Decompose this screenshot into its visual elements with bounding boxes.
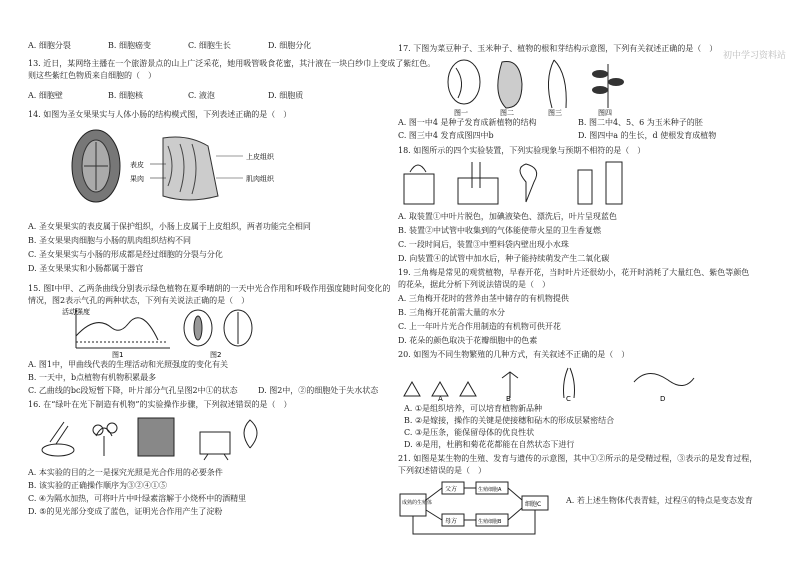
watermark: 初中学习资料站 [722,51,786,61]
q13-option-d: D. 细胞质 [268,91,304,100]
diagram-cell-b: 生殖细胞B [478,519,502,525]
q20-label-c: C [566,395,571,402]
q15-option-d: D. 图2中，②的细胞处于失水状态 [258,386,379,395]
q14-option-d: D. 圣女果果实和小肠都属于器官 [28,264,144,273]
diagram-cell-c: 细胞C [525,501,542,508]
q19-option-d: D. 花朵的颜色取决于花瓣细胞中的色素 [398,336,538,345]
q17-figure [442,54,652,116]
diagram-mother: 母方 [445,518,458,525]
q17-fig-4: 图四 [598,109,612,116]
q16-stem: 16. 在“绿叶在光下制造有机物”的实验操作步骤，下列叙述错误的是（ ） [28,400,292,409]
q15-figure2 [180,306,260,358]
q18-option-b: B. 装置②中试管中收集到的气体能使带火星的卫生香复燃 [398,226,601,235]
q18-stem: 18. 如图所示的四个实验装置，下列实验现象与预期不相符的是（ ） [398,146,646,155]
q13-line2: 则这些紫红色物质来自细胞的（ ） [28,71,156,80]
diagram-cell-a: 生殖细胞A [478,487,502,493]
q17-stem: 17. 下图为菜豆种子、玉米种子、植物的根和芽结构示意图，下列有关叙述正确的是（ ） [398,44,718,53]
q13-option-b: B. 细胞核 [108,91,143,100]
q14-option-b: B. 圣女果果肉细胞与小肠的肌肉组织结构不同 [28,236,191,245]
q13-option-a: A. 细胞壁 [28,91,63,100]
q18-option-a: A. 取装置①中叶片脱色，加碘液染色、漂洗后，叶片呈现蓝色 [398,212,617,221]
q19-option-c: C. 上一年叶片光合作用制造的有机物可供开花 [398,322,561,331]
q16-option-a: A. 本实验的目的之一是探究光照是光合作用的必要条件 [28,468,223,477]
q17-option-d: D. 图四中a 的生长，d 使根发育成植物 [578,131,717,140]
right-column [398,0,770,561]
q14-stem: 14. 如图为圣女果果实与人体小肠的结构模式图，下列表述正确的是（ ） [28,110,292,119]
axis-y-label: 活动强度 [62,308,90,316]
q20-label-d: D [660,395,666,402]
diagram-father: 父方 [445,486,458,493]
q21-line2: 下列叙述错误的是（ ） [398,466,486,475]
q15-option-b: B. 一天中，b点植物有机物积累最多 [28,373,157,382]
q14-figure [68,126,328,208]
q19-option-a: A. 三角梅开花时的营养由茎中储存的有机物提供 [398,294,569,303]
q20-label-b: B [506,395,511,402]
top-option-c: C. 细胞生长 [188,41,231,50]
q20-option-c: C. ③是压条，能保留母体的优良性状 [404,428,535,437]
q20-figure [398,362,698,402]
fig1-label: 图1 [112,351,124,358]
q15-option-c: C. 乙曲线的bc段短暂下降，叶片部分气孔呈图2中①的状态 [28,386,238,395]
q21-option-a: A. 若上述生物体代表青蛙，过程④的特点是变态发育 [566,496,753,505]
q16-figure [38,412,268,462]
q18-option-c: C. 一段时间后，装置③中塑料袋内壁出现小水珠 [398,240,569,249]
label-jirou: 肌肉组织 [246,175,274,183]
q17-option-c: C. 图三中4 发育成图四中b [398,131,494,140]
q19-option-b: B. 三角梅开花前需大量的水分 [398,308,505,317]
q16-option-d: D. ⑤的见光部分变成了蓝色，证明光合作用产生了淀粉 [28,507,223,516]
q17-fig-3: 图三 [548,109,562,116]
top-option-d: D. 细胞分化 [268,41,312,50]
q20-label-a: A [438,395,443,402]
q15-figure1 [62,306,172,358]
top-option-b: B. 细胞癌变 [108,41,151,50]
q17-option-a: A. 图一中4 是种子发育成新植物的结构 [398,118,537,127]
q14-option-c: C. 圣女果果实与小肠的形成都是经过细胞的分裂与分化 [28,250,223,259]
q21-line1: 21. 如图是某生物的生殖、发育与遗传的示意图，其中①②所示的是受精过程，③表示的是发育过程， [398,454,758,463]
q20-option-b: B. ②是嫁接，操作的关键是使接穗和砧木的形成层紧密结合 [404,416,615,425]
q13-line1: 13. 近日，某网络主播在一个旅游景点的山上广泛采花，她用吸管吸食花蜜，其汁液在一块白纱巾上变成了紫红色。 [28,59,436,68]
q19-line2: 的花朵，据此分析下列说法错误的是（ ） [398,280,550,289]
label-shangpi: 上皮组织 [246,153,274,161]
q19-line1: 19. 三角梅是常见的观赏植物，早春开花，当时叶片还很幼小，花开时消耗了大量红色、紫色等颜色 [398,268,750,277]
q18-option-d: D. 向装置④的试管中加水后，种子能持续萌发产生二氧化碳 [398,254,610,263]
q16-option-c: C. ④为隔水加热，可将叶片中叶绿素溶解于小烧杯中的酒精里 [28,494,247,503]
q20-option-d: D. ④是用，杜鹃和菊花花都能在自然状态下进行 [404,440,575,449]
q20-option-a: A. ①是组织培养，可以培育植物新品种 [404,404,543,413]
q15-line2: 情况，图2表示气孔的两种状态，下列有关说法正确的是（ ） [28,296,250,305]
q17-option-b: B. 图二中4、5、6 为玉米种子的胚 [578,118,703,127]
q17-fig-1: 图一 [454,109,468,116]
label-guorou: 果肉 [130,175,144,183]
q17-fig-2: 图二 [500,109,514,116]
top-option-a: A. 细胞分裂 [28,41,71,50]
q20-stem-visible: 20. 如图为不同生物繁殖的几种方式，有关叙述不正确的是（ ） [398,350,630,359]
q14-option-a: A. 圣女果果实的表皮属于保护组织，小肠上皮属于上皮组织，两者功能完全相同 [28,222,311,231]
label-biaopi: 表皮 [130,161,144,169]
diagram-parent: 成熟的生殖体 [402,500,433,506]
fig2-label: 图2 [210,351,222,358]
q13-option-c: C. 液泡 [188,91,215,100]
q18-figure [402,158,632,206]
q15-option-a: A. 图1中，甲曲线代表的生理活动和光照强度的变化有关 [28,360,228,369]
q21-diagram [398,478,558,538]
q16-option-b: B. 该实验的正确操作顺序为③②④①⑤ [28,481,167,490]
q15-line1: 15. 图Ⅰ中甲、乙两条曲线分别表示绿色植物在夏季晴朗的一天中光合作用和呼吸作用强度随时间变化的 [28,284,391,293]
